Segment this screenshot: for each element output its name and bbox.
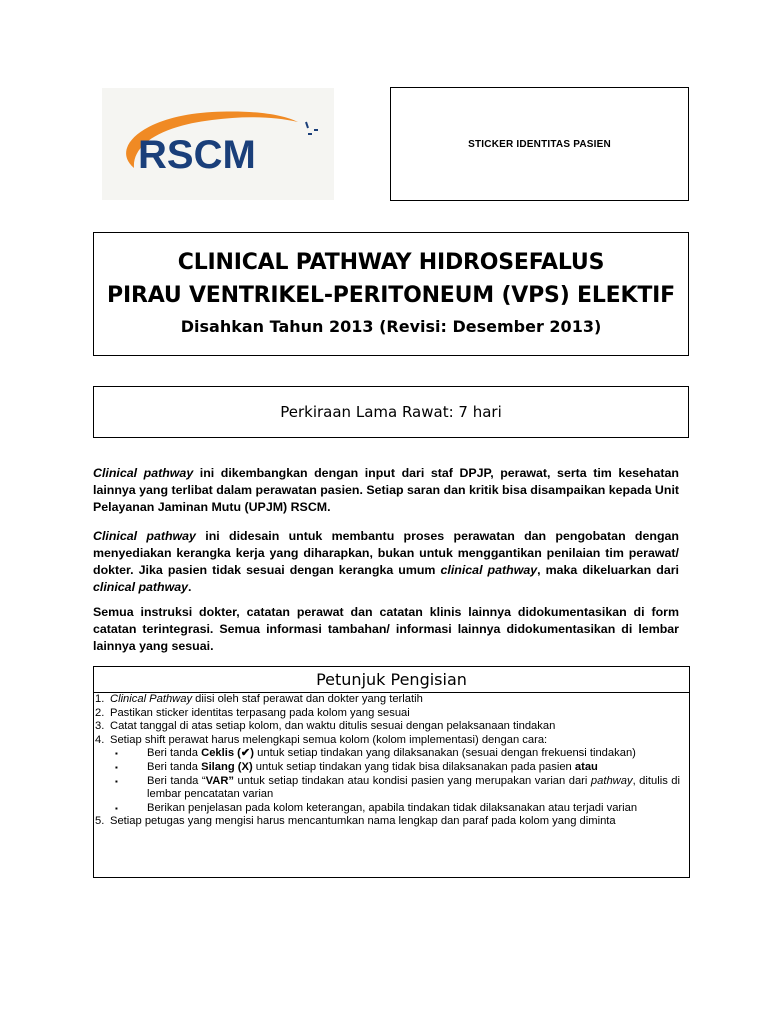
sub-list-item [95,802,686,816]
p2-text-3: . [188,580,192,594]
bullet-icon: ▪ [115,803,118,813]
p2-italic-1: Clinical pathway [93,529,196,543]
sub-list-item [95,761,686,775]
sub2-text-c: untuk setiap tindakan yang tidak bisa dilaksanakan pada pasien [252,760,575,773]
logo-text: RSCM [138,133,256,177]
p2-italic-2: clinical pathway [440,563,538,577]
p2-italic-3: clinical pathway [93,580,189,594]
sub-list-item [95,747,686,761]
list-item [95,720,686,734]
bullet-icon: ▪ [115,762,118,772]
p1-italic: Clinical pathway [93,466,194,480]
p1-text: ini dikembangkan dengan input dari staf DPJP, perawat, serta tim kesehatan lainnya yang terlibat dalam perawatan pasien. Setiap saran dan kritik bisa disampaikan kepada Unit Pelayanan Jaminan Mutu (UPJM) RSCM. [93,466,680,514]
sub4-text: Berikan penjelasan pada kolom keterangan, apabila tindakan tidak dilaksanakan atau terjadi varian [147,801,638,814]
instructions-heading: Petunjuk Pengisian [94,667,689,693]
item-number: 4. [95,733,105,746]
paragraph-3 [93,604,679,655]
list-item [95,734,686,748]
title-box [93,232,689,356]
sub2-bold: Silang (X) [201,760,253,773]
sticker-label: STICKER IDENTITAS PASIEN [468,138,611,150]
bullet-icon: ▪ [115,749,118,759]
sub3-italic: pathway [590,774,633,787]
item-number: 2. [95,706,105,719]
sub1-text-c: untuk setiap tindakan yang dilaksanakan (sesuai dengan frekuensi tindakan) [254,747,636,760]
patient-sticker-box [390,87,689,201]
length-of-stay-box [93,386,689,438]
item5-text: Setiap petugas yang mengisi harus mencantumkan nama lengkap dan paraf pada kolom yang diminta [110,815,616,828]
list-item [95,707,686,721]
sub3-bold: VAR” [205,774,234,787]
sub2-bold-atau: atau [574,760,598,773]
p3-text: Semua instruksi dokter, catatan perawat dan catatan klinis lainnya didokumentasikan di form catatan terintegrasi. Semua informasi tambahan/ informasi lainnya didokumentasikan di lembar lainnya yang sesuai. [93,605,679,653]
p2-text-1: ini didesain untuk membantu proses perawatan dan pengobatan dengan menyediakan kerangka kerja yang diharapkan, bukan untuk menggantikan penilaian tim perawat/ dokter. Jika pasien tidak sesuai dengan kerangka umum [93,529,679,577]
item3-text: Catat tanggal di atas setiap kolom, dan waktu ditulis sesuai dengan pelaksanaan tindakan [110,720,556,733]
title-line-2: PIRAU VENTRIKEL-PERITONEUM (VPS) ELEKTIF [107,283,675,308]
list-item [95,815,686,829]
sub3-text-a: Beri tanda “ [147,774,206,787]
item1-text: diisi oleh staf perawat dan dokter yang terlatih [192,693,423,705]
sub1-bold: Ceklis (✔) [201,747,255,760]
sub1-text-a: Beri tanda [147,747,202,760]
item1-italic: Clinical Pathway [110,693,193,705]
title-line-1: CLINICAL PATHWAY HIDROSEFALUS [177,250,605,275]
rscm-logo-graphic [102,88,334,200]
list-item [95,693,686,707]
item4-text: Setiap shift perawat harus melengkapi semua kolom (kolom implementasi) dengan cara: [110,733,548,746]
item-number: 1. [95,693,105,705]
paragraph-2 [93,528,679,596]
instructions-box [93,666,690,878]
sub-list-item [95,775,686,802]
rscm-logo [102,88,334,200]
paragraph-1 [93,465,679,516]
sub3-text-c: untuk setiap tindakan atau kondisi pasien yang merupakan varian dari [234,774,591,787]
p2-text-2: , maka dikeluarkan dari [537,563,679,577]
sub2-text-a: Beri tanda [147,760,202,773]
item-number: 5. [95,815,105,828]
title-line-3: Disahkan Tahun 2013 (Revisi: Desember 2013) [180,317,602,336]
instructions-list [95,693,686,829]
item2-text: Pastikan sticker identitas terpasang pada kolom yang sesuai [110,706,410,719]
item-number: 3. [95,720,105,733]
length-of-stay-text: Perkiraan Lama Rawat: 7 hari [280,403,502,421]
bullet-icon: ▪ [115,776,118,786]
sub3-text-e: , ditulis di lembar pencatatan varian [147,774,680,801]
